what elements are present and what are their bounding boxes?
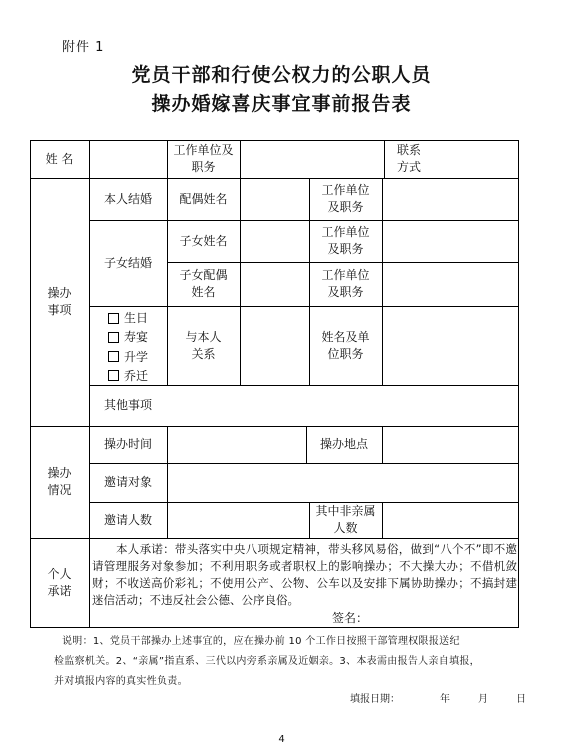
work-unit-input[interactable]	[241, 141, 384, 178]
note-line: 并对填报内容的真实性负责。	[54, 676, 188, 687]
time-label: 操办时间	[103, 437, 152, 451]
invite-count-input[interactable]	[168, 503, 309, 538]
attachment-label: 附件 1	[62, 40, 105, 55]
child-spouse-work-unit-input[interactable]	[383, 263, 518, 306]
name-unit-position-label: 姓名及单位职务	[321, 329, 370, 361]
signature-label: 签名：	[332, 611, 369, 625]
child-spouse-name-label: 子女配偶姓名	[179, 268, 228, 299]
name-label: 姓 名	[45, 151, 74, 166]
date-day: 日	[516, 694, 526, 705]
personal-commitment-label: 个人承诺	[47, 566, 72, 598]
checkbox-icon	[108, 313, 119, 324]
relation-label: 与本人关系	[185, 329, 222, 361]
location-input[interactable]	[383, 427, 518, 463]
child-spouse-work-unit-label: 工作单位及职务	[321, 268, 370, 299]
checkbox-icon	[108, 351, 119, 362]
form-title-line1: 党员干部和行使公权力的公职人员	[131, 64, 432, 86]
children-marriage-label: 子女结婚	[103, 255, 152, 270]
invitees-input[interactable]	[168, 464, 518, 502]
row-line	[30, 538, 519, 539]
spouse-name-label: 配偶姓名	[179, 191, 228, 206]
spouse-work-unit-input[interactable]	[383, 179, 518, 220]
checkbox-label: 生日	[124, 311, 149, 325]
work-unit-label: 工作单位及职务	[173, 143, 234, 174]
checkbox-label: 升学	[124, 349, 149, 364]
checkbox-school-promotion[interactable]	[108, 349, 166, 365]
checkbox-icon	[108, 370, 119, 381]
checkbox-label: 乔迁	[124, 368, 149, 383]
commitment-paragraph: 本人承诺：带头落实中央八项规定精神，带头移风易俗，做到“八个不”即不邀请管理服务对象参加；不利用职务或者职权上的影响操办；不大操大办；不借机敛财；不收送高价彩礼；不使用公产、公物、公车以及安排下属协助操办；不搞封建迷信活动；不违反社会公德、公序良俗。	[92, 542, 517, 607]
child-name-label: 子女姓名	[179, 233, 228, 248]
report-form-table	[30, 140, 519, 628]
other-matters-label: 其他事项	[103, 398, 152, 412]
spouse-name-input[interactable]	[241, 179, 309, 220]
checkbox-birthday[interactable]	[108, 310, 166, 326]
note-line: 说明：1、党员干部操办上述事宜的，应在操办前 10 个工作日按照干部管理权限报送纪	[62, 636, 460, 647]
date-label: 填报日期：	[350, 694, 400, 705]
own-marriage-label: 本人结婚	[103, 191, 152, 206]
note-line: 检监察机关。2、“亲属”指直系、三代以内旁系亲属及近姻亲。3、本表需由报告人亲自填报，	[54, 656, 480, 667]
child-work-unit-label: 工作单位及职务	[321, 225, 370, 256]
child-name-input[interactable]	[241, 221, 309, 262]
situation-label: 操办情况	[47, 466, 72, 497]
time-input[interactable]	[168, 427, 306, 463]
non-relatives-label: 其中非亲属人数	[315, 504, 376, 535]
date-year: 年	[440, 694, 450, 705]
checkbox-longevity-banquet[interactable]	[108, 329, 166, 345]
name-unit-position-input[interactable]	[383, 307, 518, 385]
commitment-text	[92, 541, 517, 609]
explanation-note	[54, 632, 516, 692]
invite-count-label: 邀请人数	[103, 512, 152, 527]
contact-label: 联系方式	[396, 143, 421, 174]
location-label: 操办地点	[319, 437, 368, 451]
date-month: 月	[478, 694, 488, 705]
child-work-unit-input[interactable]	[383, 221, 518, 262]
checkbox-label: 寿宴	[124, 330, 149, 345]
table-border-bottom	[30, 627, 519, 628]
fill-date	[350, 690, 526, 705]
invitees-label: 邀请对象	[103, 475, 152, 489]
checkbox-housewarming[interactable]	[108, 368, 166, 384]
non-relatives-input[interactable]	[383, 503, 518, 538]
other-matters-input[interactable]	[168, 386, 518, 426]
child-spouse-name-input[interactable]	[241, 263, 309, 306]
name-input[interactable]	[90, 141, 167, 178]
table-border-right	[518, 140, 519, 628]
event-type-checkbox-group	[108, 310, 166, 384]
page-number: 4	[278, 734, 285, 745]
form-title-line2: 操办婚嫁喜庆事宜事前报告表	[151, 93, 412, 115]
spouse-work-unit-label: 工作单位及职务	[321, 183, 370, 214]
contact-input[interactable]	[435, 141, 518, 178]
checkbox-icon	[108, 332, 119, 343]
matters-label: 操办事项	[47, 286, 72, 317]
relation-input[interactable]	[241, 307, 309, 385]
